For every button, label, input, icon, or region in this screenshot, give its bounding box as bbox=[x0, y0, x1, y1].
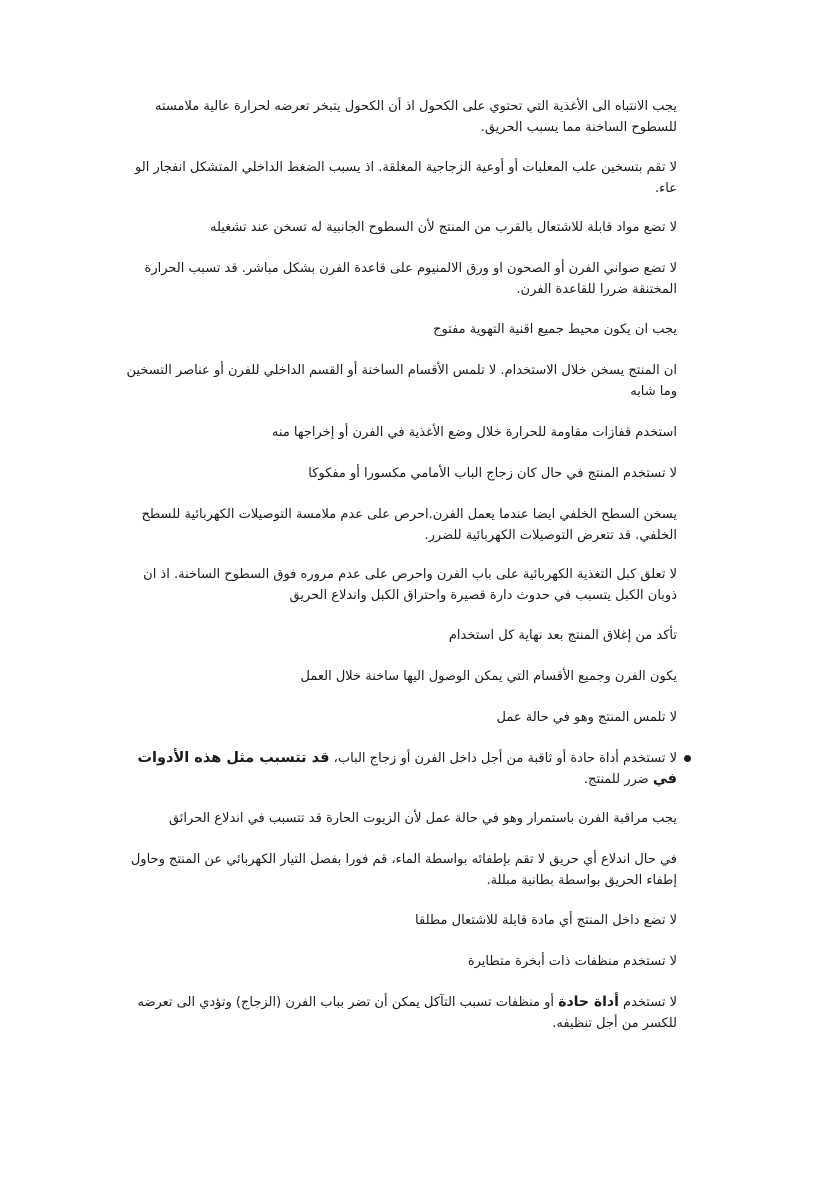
paragraph-3: لا تضع مواد قابلة للاشتعال بالقرب من المنتج لأن السطوح الجانبية له تسخن عند تشغيله bbox=[209, 220, 677, 235]
paragraph-18 bbox=[117, 992, 677, 1034]
paragraph-14: يجب مراقبة الفرن باستمرار وهو في حالة عمل لأن الزيوت الحارة قد تتسبب في اندلاع الحرائق bbox=[168, 811, 677, 826]
bullet-text-part1: لا تستخدم أداة حادة أو ثاقبة من أجل داخل الفرن أو زجاج الباب، bbox=[329, 750, 677, 766]
paragraph-15: في حال اندلاع أي حريق لا تقم بإطفائه بواسطة الماء، قم فورا بفصل التيار الكهربائي عن المنتج وحاول إطفاء الحريق بواسطة بطانية مبللة. bbox=[130, 852, 677, 888]
paragraph-12: يكون الفرن وجميع الأقسام التي يمكن الوصول اليها ساخنة خلال العمل bbox=[300, 668, 677, 684]
paragraph-6: ان المنتج يسخن خلال الاستخدام. لا تلمس الأقسام الساخنة أو القسم الداخلي للفرن أو عناصر التسخين وما شابه bbox=[126, 362, 677, 399]
paragraph-2: لا تقم بتسخين علب المعلبات أو أوعية الزجاجية المغلقة. اذ يسبب الضغط الداخلي المتشكل انفجار الو عاء. bbox=[135, 159, 677, 196]
paragraph-13: لا تلمس المنتج وهو في حالة عمل bbox=[496, 709, 677, 725]
last-item-part2: أداة حادة bbox=[558, 993, 619, 1010]
bullet-item bbox=[117, 748, 677, 790]
paragraph-11: تأكد من إغلاق المنتج بعد نهاية كل استخدام bbox=[448, 627, 677, 643]
paragraph-5: يجب ان يكون محيط جميع اقنية التهوية مفتوح bbox=[433, 321, 677, 337]
paragraph-7: استخدم قفازات مقاومة للحرارة خلال وضع الأغذية في الفرن أو إخراجها منه bbox=[271, 424, 677, 440]
paragraph-16: لا تضع داخل المنتج أي مادة قابلة للاشتعال مطلقا bbox=[415, 912, 677, 928]
paragraph-4: لا تضع صواني الفرن أو الصحون او ورق الالمنيوم على قاعدة الفرن بشكل مباشر. قد تسبب الحرارة المختنقة ضررا للقاعدة الفرن. bbox=[144, 261, 677, 297]
paragraph-9: يسخن السطح الخلفي ايضا عندما يعمل الفرن.احرص على عدم ملامسة التوصيلات الكهربائية للسطح الخلفي. قد تتعرض التوصيلات الكهربائية للضرر. bbox=[141, 506, 677, 543]
bullet-text-part3: ضرر للمنتج. bbox=[583, 771, 653, 787]
last-item-part1: لا تستخدم bbox=[618, 994, 677, 1010]
paragraph-10: لا تعلق كبل التغذية الكهربائية على باب الفرن واحرص على عدم مروره فوق السطوح الساخنة. اذ ان ذوبان الكبل يتسبب في حدوث دارة قصيرة واحتراق الكبل واندلاع الحريق bbox=[143, 567, 677, 603]
bullet-icon bbox=[684, 755, 691, 762]
bullet-text-part2: قد تتسبب مثل هذه الأدوات في bbox=[137, 749, 677, 787]
paragraph-17: لا تستخدم منظفات ذات أبخرة متطايرة bbox=[467, 953, 677, 969]
paragraph-8: لا تستخدم المنتج في حال كان زجاج الباب الأمامي مكسورا أو مفكوكا bbox=[308, 465, 677, 481]
last-item-part3: أو منظفات تسبب التآكل يمكن أن تضر بباب الفرن (الزجاج) وتؤدي الى تعرضه للكسر من أجل تنظيفه. bbox=[137, 994, 677, 1031]
safety-instructions bbox=[117, 96, 677, 1052]
paragraph-1: يجب الانتباه الى الأغذية التي تحتوي على الكحول اذ أن الكحول يتبخر تعرضه لحرارة عالية ملامسته للسطوح الساخنة مما يسبب الحريق. bbox=[155, 99, 677, 135]
